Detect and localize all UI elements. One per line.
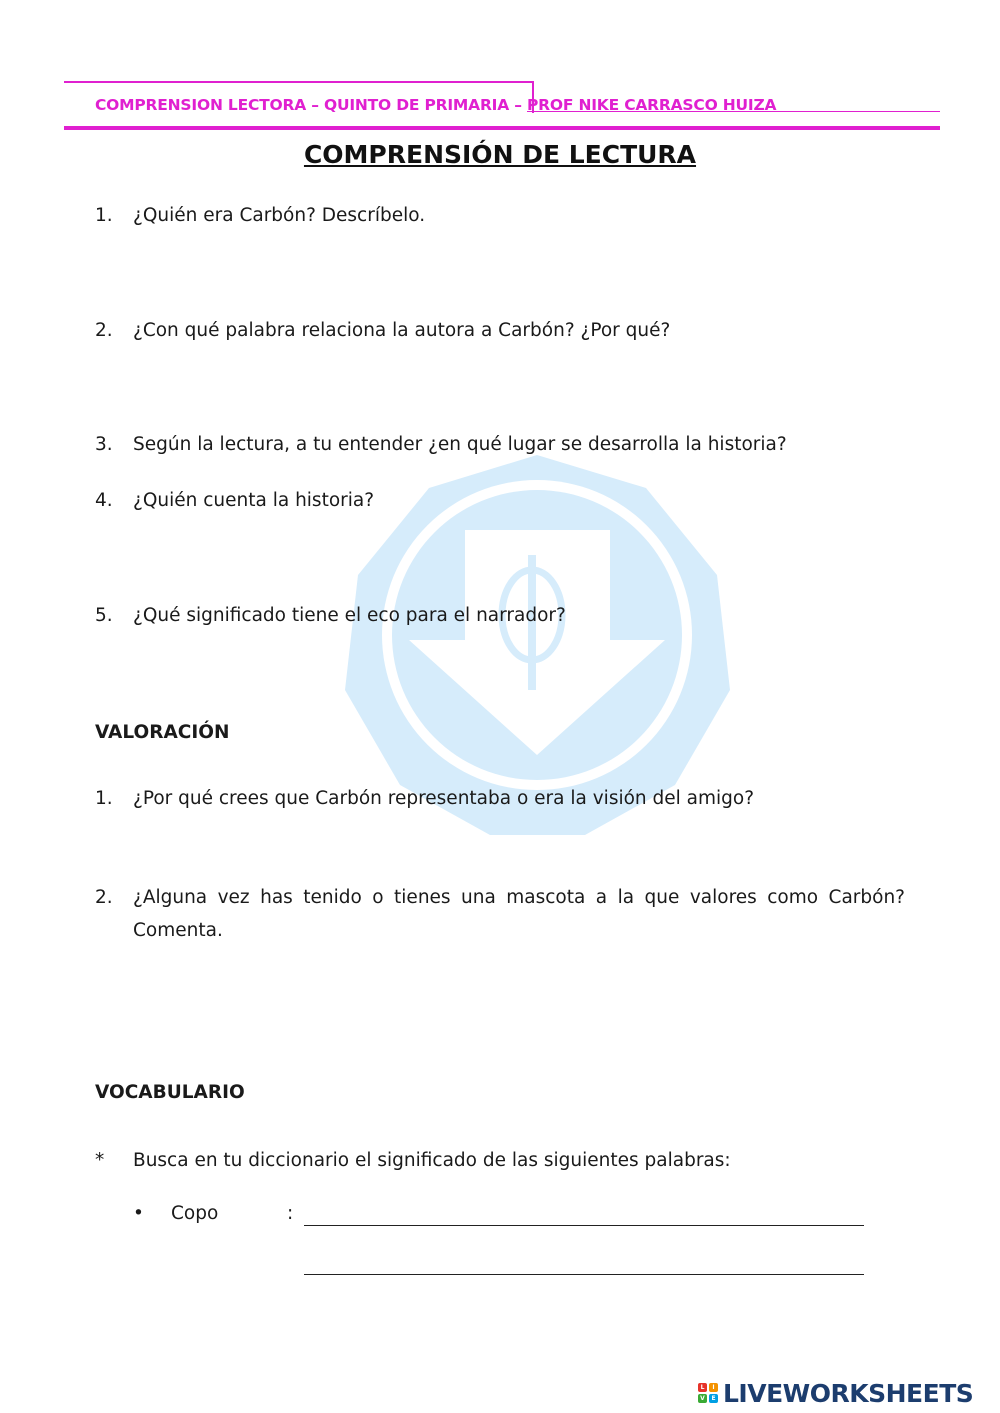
logo-tile: E [709, 1394, 718, 1403]
answer-line-2[interactable] [304, 1274, 864, 1275]
instruction-marker: * [95, 1150, 105, 1171]
question-2 [95, 314, 905, 347]
question-text: Según la lectura, a tu entender ¿en qué lugar se desarrolla la historia? [133, 434, 787, 455]
instruction-text: Busca en tu diccionario el significado de las siguientes palabras: [133, 1150, 731, 1171]
question-4 [95, 484, 905, 517]
logo-grid-icon [698, 1383, 718, 1403]
answer-line-1[interactable] [304, 1225, 864, 1226]
question-number: 2. [95, 887, 113, 908]
header-text [95, 96, 776, 114]
section-heading-vocabulario: VOCABULARIO [95, 1082, 245, 1103]
question-number: 2. [95, 320, 113, 341]
question-text: ¿Por qué crees que Carbón representaba o era la visión del amigo? [133, 788, 755, 809]
question-1 [95, 199, 905, 232]
logo-tile: L [698, 1383, 707, 1392]
vocab-word: Copo [171, 1203, 219, 1224]
logo-tile: I [709, 1383, 718, 1392]
header-top-rule [64, 81, 534, 83]
question-text: ¿Qué significado tiene el eco para el narrador? [133, 605, 566, 626]
page-title: COMPRENSIÓN DE LECTURA [303, 140, 697, 169]
question-number: 1. [95, 788, 113, 809]
question-number: 1. [95, 205, 113, 226]
question-text: ¿Alguna vez has tenido o tienes una mascota a la que valores como Carbón? Comenta. [133, 887, 905, 941]
header-author: PROF NIKE CARRASCO HUIZA [527, 96, 777, 114]
header-left-text: COMPRENSION LECTORA – QUINTO DE PRIMARIA – [95, 96, 522, 114]
question-text: ¿Quién era Carbón? Descríbelo. [133, 205, 426, 226]
question-text: ¿Con qué palabra relaciona la autora a Carbón? ¿Por qué? [133, 320, 671, 341]
section-heading-valoracion: VALORACIÓN [95, 722, 230, 743]
liveworksheets-logo [698, 1378, 973, 1408]
vocabulario-instruction [95, 1144, 905, 1177]
question-5 [95, 599, 905, 632]
valoracion-question-2 [95, 881, 905, 947]
bullet-icon: • [133, 1203, 144, 1224]
valoracion-question-1 [95, 782, 905, 815]
header-bottom-rule [64, 126, 940, 130]
vocab-colon: : [287, 1203, 294, 1224]
question-text: ¿Quién cuenta la historia? [133, 490, 375, 511]
question-number: 4. [95, 490, 113, 511]
logo-text: LIVEWORKSHEETS [723, 1378, 974, 1408]
logo-tile: V [698, 1394, 707, 1403]
question-number: 5. [95, 605, 113, 626]
question-3 [95, 428, 905, 461]
question-number: 3. [95, 434, 113, 455]
